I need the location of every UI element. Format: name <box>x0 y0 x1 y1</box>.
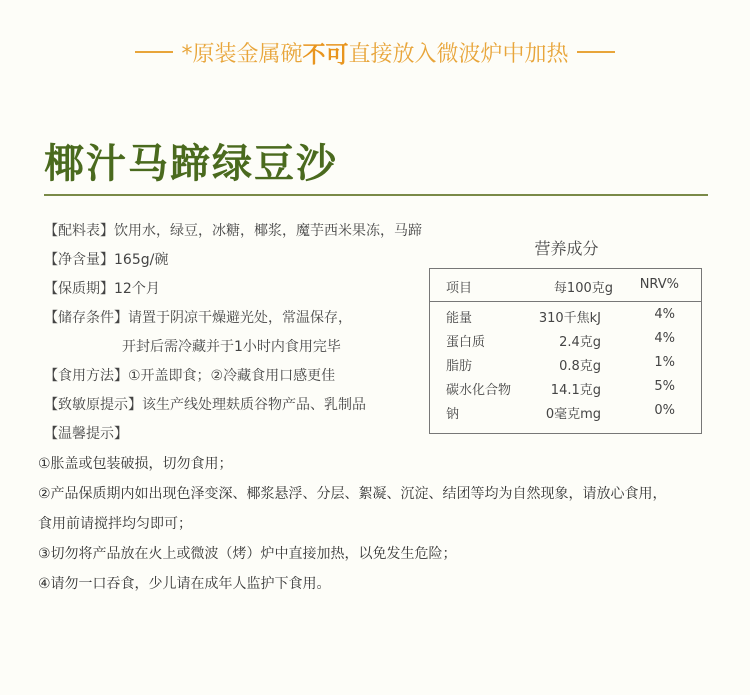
tip-item: ③切勿将产品放在火上或微波（烤）炉中直接加热，以免发生危险； <box>38 546 457 562</box>
nutrient-value: 2.4克g <box>559 335 601 350</box>
nutrient-nrv: 4% <box>654 331 675 346</box>
nutrient-value: 310千焦kJ <box>538 311 601 326</box>
tips-list <box>38 449 667 599</box>
banner-left-line <box>135 51 173 53</box>
banner-suffix: 直接放入微波炉中加热 <box>348 41 569 67</box>
banner-emphasis: 不可 <box>302 41 349 68</box>
nutrient-name: 蛋白质 <box>446 335 486 350</box>
nutrient-name: 钠 <box>446 407 460 422</box>
nutrient-nrv: 0% <box>654 403 675 418</box>
nutrient-name: 碳水化合物 <box>446 383 512 398</box>
tip-item: 食用前请搅拌均匀即可； <box>38 516 192 532</box>
product-info <box>44 217 422 449</box>
info-tips-heading: 【温馨提示】 <box>44 426 128 442</box>
nutrient-name: 脂肪 <box>446 359 473 374</box>
nutrition-table <box>429 268 702 434</box>
info-allergen: 【致敏原提示】该生产线处理麸质谷物产品、乳制品 <box>44 397 366 413</box>
info-storage: 【储存条件】请置于阴凉干燥避光处，常温保存， <box>44 310 352 326</box>
nutrition-title: 营养成分 <box>534 239 599 258</box>
banner-prefix: *原装金属碗 <box>181 41 303 67</box>
nutrient-value: 0.8克g <box>559 359 601 374</box>
title-divider <box>44 194 708 196</box>
info-net-content: 【净含量】165g/碗 <box>44 252 169 268</box>
nutrient-value: 14.1克g <box>550 383 601 398</box>
tip-item: ①胀盖或包装破损，切勿食用； <box>38 456 233 472</box>
info-shelf-life: 【保质期】12个月 <box>44 281 160 297</box>
tip-item: ②产品保质期内如出现色泽变深、椰浆悬浮、分层、絮凝、沉淀、结团等均为自然现象，请放心食用， <box>38 486 667 502</box>
info-ingredients: 【配料表】饮用水，绿豆，冰糖，椰浆，魔芋西米果冻，马蹄 <box>44 223 422 239</box>
nutrient-name: 能量 <box>446 311 473 326</box>
nutrient-nrv: 1% <box>654 355 675 370</box>
nutrition-header-row <box>430 269 701 302</box>
header-item: 项目 <box>446 281 473 296</box>
banner-right-line <box>577 51 615 53</box>
nutrient-nrv: 4% <box>654 307 675 322</box>
header-nrv: NRV% <box>639 277 679 292</box>
info-storage-continued: 开封后需冷藏并于1小时内食用完毕 <box>122 339 341 355</box>
info-usage: 【食用方法】①开盖即食；②冷藏食用口感更佳 <box>44 368 336 384</box>
microwave-warning-banner <box>0 30 750 74</box>
nutrient-nrv: 5% <box>654 379 675 394</box>
tip-item: ④请勿一口吞食，少儿请在成年人监护下食用。 <box>38 576 331 592</box>
nutrient-value: 0毫克mg <box>545 407 601 422</box>
header-per-100g: 每100克g <box>553 281 613 296</box>
product-title: 椰汁马蹄绿豆沙 <box>44 141 338 187</box>
